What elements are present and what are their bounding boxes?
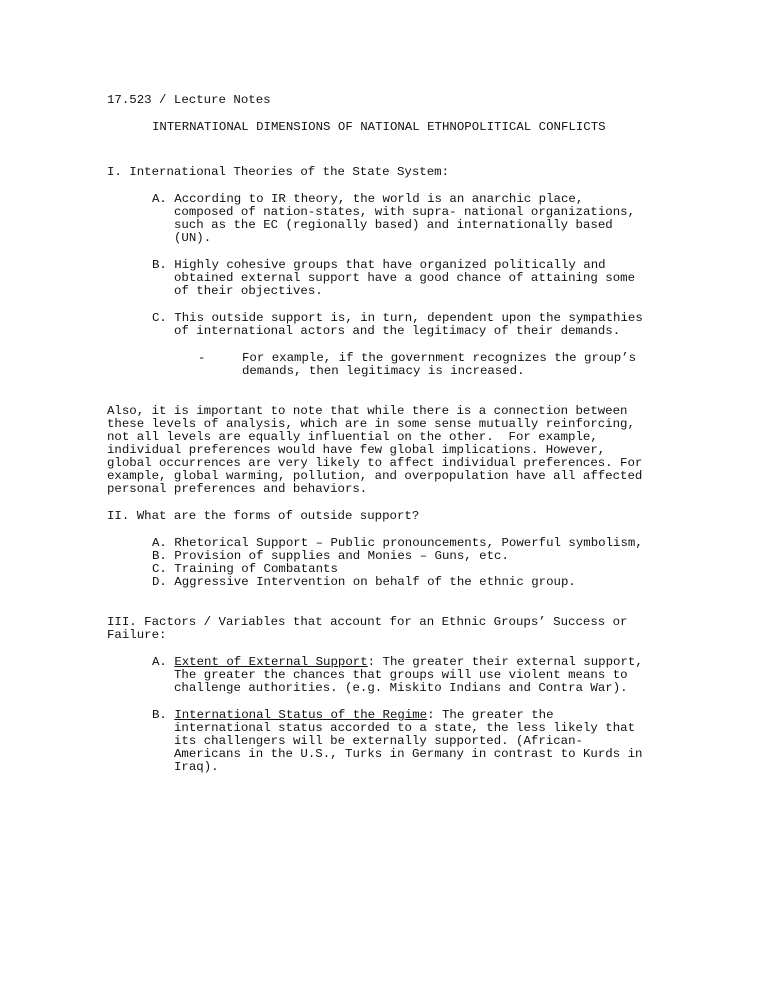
section-1-item-c-line-1: C. This outside support is, in turn, dependent upon the sympathies [152, 311, 643, 325]
section-3-heading-line-2: Failure: [107, 628, 167, 642]
section-2-item-d: D. Aggressive Intervention on behalf of the ethnic group. [152, 575, 576, 589]
section-1-heading: I. International Theories of the State System: [107, 165, 450, 179]
section-1-item-a-line-2: composed of nation-states, with supra- national organizations, [174, 205, 636, 219]
section-2-item-b: B. Provision of supplies and Monies – Guns, etc. [152, 549, 509, 563]
section-3-item-a-line-3: challenge authorities. (e.g. Miskito Indians and Contra War). [174, 681, 628, 695]
section-1-item-b-line-3: of their objectives. [174, 284, 323, 298]
document-title: INTERNATIONAL DIMENSIONS OF NATIONAL ETHNOPOLITICAL CONFLICTS [152, 120, 606, 134]
section-2-item-c: C. Training of Combatants [152, 562, 338, 576]
course-header: 17.523 / Lecture Notes [107, 93, 271, 107]
section-1-item-a-line-4: (UN). [174, 231, 212, 245]
section-2-heading: II. What are the forms of outside support? [107, 509, 420, 523]
section-3-item-b-line-4: Americans in the U.S., Turks in Germany in contrast to Kurds in [174, 747, 643, 761]
section-3-item-b-line-5: Iraq). [174, 760, 219, 774]
paragraph-line-6: example, global warming, pollution, and overpopulation have all affected [107, 469, 643, 483]
paragraph-line-1: Also, it is important to note that while there is a connection between [107, 404, 628, 418]
section-3-heading-line-1: III. Factors / Variables that account for an Ethnic Groups’ Success or [107, 615, 628, 629]
section-1-item-b-line-1: B. Highly cohesive groups that have organized politically and [152, 258, 606, 272]
section-3-item-a-term: Extent of External Support [174, 655, 368, 669]
paragraph-line-7: personal preferences and behaviors. [107, 482, 368, 496]
section-3-item-b-prefix: B. [152, 708, 175, 722]
section-3-item-b-term: International Status of the Regime [174, 708, 428, 722]
section-3-item-a-line-2: The greater the chances that groups will use violent means to [174, 668, 628, 682]
section-1-item-b-line-2: obtained external support have a good chance of attaining some [174, 271, 636, 285]
sub-bullet-line-2: demands, then legitimacy is increased. [242, 364, 525, 378]
section-3-item-b-rest: : The greater the [427, 708, 554, 722]
paragraph-line-5: global occurrences are very likely to affect individual preferences. For [107, 456, 643, 470]
section-3-item-a-prefix: A. [152, 655, 175, 669]
section-2-item-a: A. Rhetorical Support – Public pronouncements, Powerful symbolism, [152, 536, 643, 550]
sub-bullet-dash: - [198, 351, 206, 365]
section-3-item-b-line-2: international status accorded to a state, the less likely that [174, 721, 636, 735]
section-1-item-a-line-3: such as the EC (regionally based) and internationally based [174, 218, 613, 232]
sub-bullet-line-1: For example, if the government recognizes the group’s [242, 351, 637, 365]
paragraph-line-4: individual preferences would have few global implications. However, [107, 443, 606, 457]
paragraph-line-3: not all levels are equally influential on the other. For example, [107, 430, 598, 444]
paragraph-line-2: these levels of analysis, which are in some sense mutually reinforcing, [107, 417, 635, 431]
section-3-item-b-line-3: its challengers will be externally supported. (African- [174, 734, 583, 748]
section-3-item-a-rest: : The greater their external support, [367, 655, 643, 669]
section-1-item-c-line-2: of international actors and the legitimacy of their demands. [174, 324, 621, 338]
section-1-item-a-line-1: A. According to IR theory, the world is an anarchic place, [152, 192, 584, 206]
